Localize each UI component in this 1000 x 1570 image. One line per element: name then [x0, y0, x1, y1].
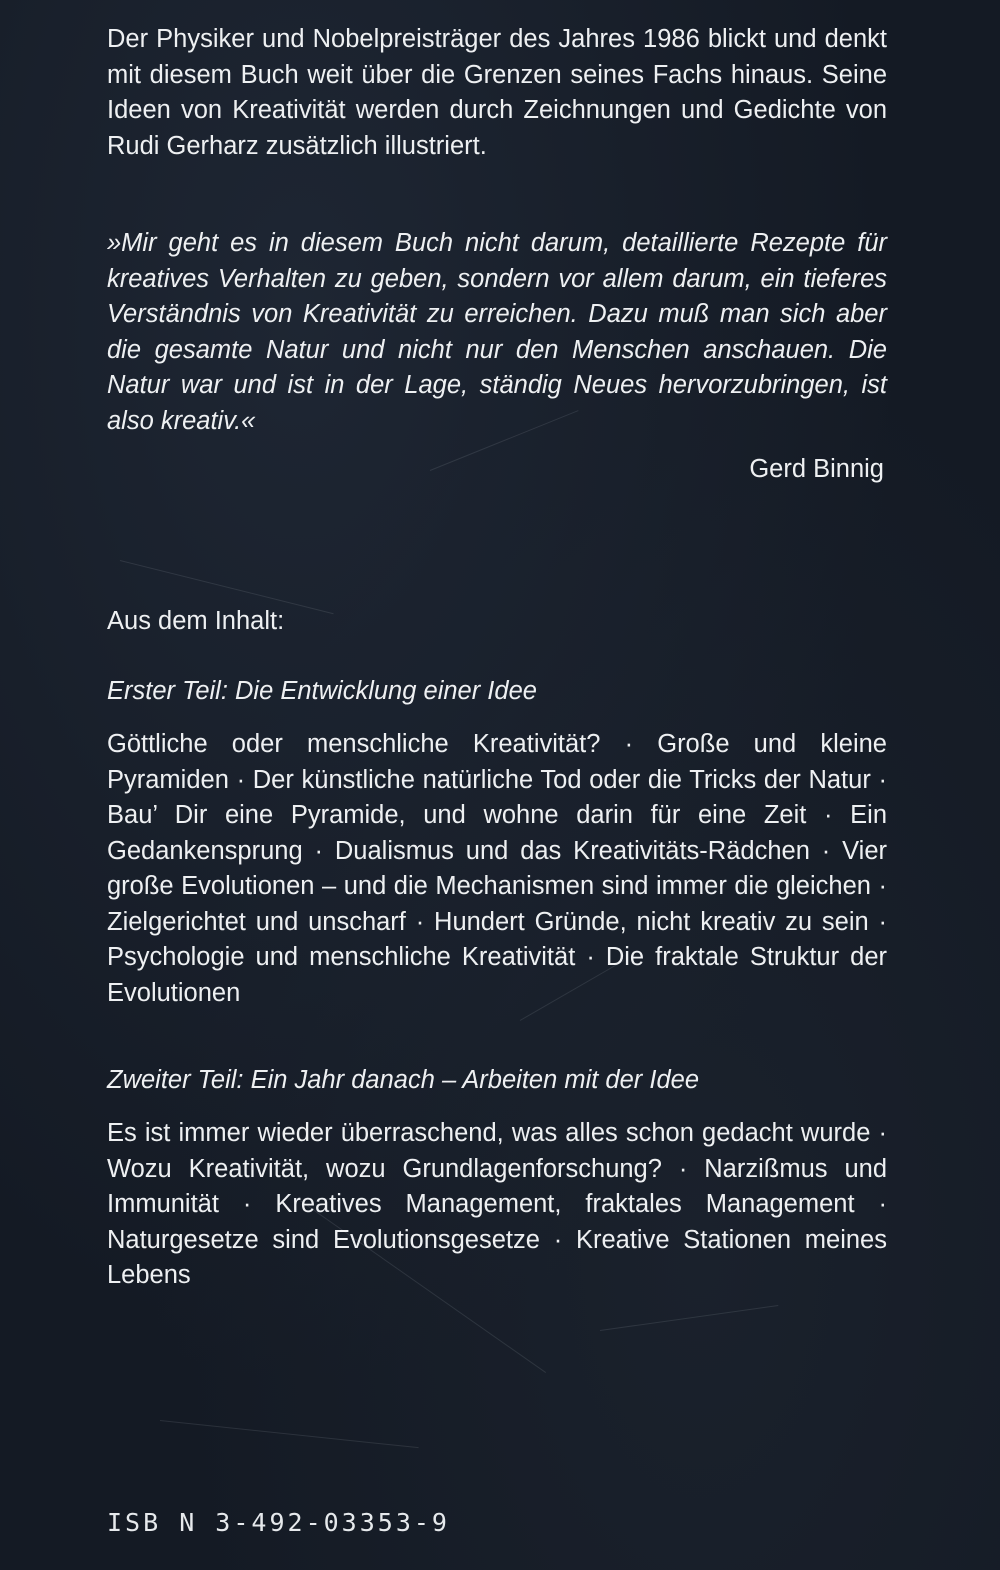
surface-scratch	[160, 1420, 419, 1448]
part1-contents: Göttliche oder menschliche Kreativität? · Große und kleine Pyramiden · Der künstliche natürliche Tod oder die Tricks der Natur · Bau’ Dir eine Pyramide, und wohne darin für eine Zeit · Ein Gedankensprung · Dualismus und das Kreativitäts-Rädchen · Vier große Evolutionen – und die Mechanismen sind immer die gleichen · Zielgerichtet und unscharf · Hundert Gründe, nicht kreativ zu sein · Psychologie und menschliche Kreativität · Die fraktale Struktur der Evolutionen	[107, 730, 887, 1007]
intro-paragraph: Der Physiker und Nobelpreisträger des Jahres 1986 blickt und denkt mit diesem Buch weit über die Grenzen seines Fachs hinaus. Seine Ideen von Kreativität werden durch Zeichnungen und Gedichte von Rudi Gerharz zusätzlich illustriert.	[107, 25, 887, 160]
contents-heading: Aus dem Inhalt:	[107, 607, 285, 635]
part2-title: Zweiter Teil: Ein Jahr danach – Arbeiten mit der Idee	[107, 1066, 700, 1094]
quote-paragraph: »Mir geht es in diesem Buch nicht darum, detaillierte Rezepte für kreatives Verhalten zu geben, sondern vor allem darum, ein tieferes Verständnis von Kreativität zu erreichen. Dazu muß man sich aber die gesamte Natur und nicht nur den Menschen anschauen. Die Natur war und ist in der Lage, ständig Neues hervorzubringen, ist also kreativ.«	[107, 229, 887, 435]
part1-title: Erster Teil: Die Entwicklung einer Idee	[107, 677, 537, 705]
isbn-number: ISB N 3-492-03353-9	[107, 1508, 450, 1537]
part2-contents: Es ist immer wieder überraschend, was alles schon gedacht wurde · Wozu Kreativität, wozu Grundlagenforschung? · Narzißmus und Immunität · Kreatives Management, fraktales Management · Naturgesetze sind Evolutionsgesetze · Kreative Stationen meines Lebens	[107, 1119, 887, 1289]
surface-scratch	[600, 1305, 778, 1331]
quote-author: Gerd Binnig	[749, 455, 884, 483]
